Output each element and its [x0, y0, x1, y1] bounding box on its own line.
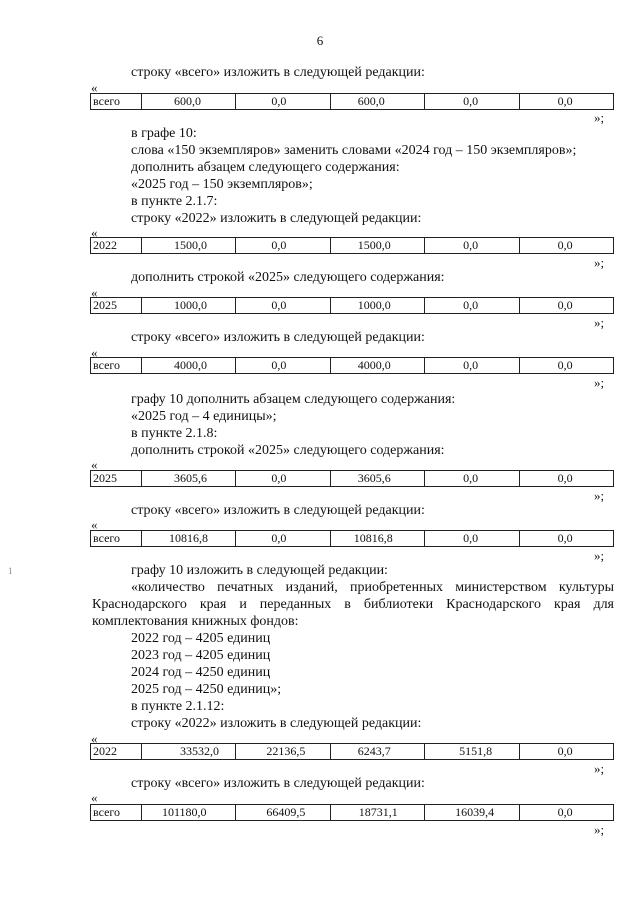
paragraph: «2025 год – 150 экземпляров»; — [131, 177, 313, 192]
paragraph: строку «2022» изложить в следующей редакции: — [131, 211, 422, 226]
table-cell: 0,0 — [236, 94, 330, 110]
table-cell: 0,0 — [236, 358, 330, 374]
table-cell: всего — [91, 94, 142, 110]
open-quote: « — [91, 790, 98, 805]
data-table-row — [90, 357, 614, 374]
table-cell: всего — [91, 805, 142, 821]
open-quote: « — [91, 517, 98, 532]
open-quote: « — [91, 345, 98, 360]
table-cell: 1000,0 — [142, 298, 236, 314]
margin-mark: 1 — [8, 566, 13, 576]
table-cell: 0,0 — [519, 471, 613, 487]
data-table-row — [90, 93, 614, 110]
table-cell: 2022 — [91, 744, 142, 760]
table-cell: 1500,0 — [142, 238, 236, 254]
paragraph: строку «всего» изложить в следующей редакции: — [131, 503, 425, 518]
table-cell: 0,0 — [519, 744, 613, 760]
close-quote: »; — [594, 315, 605, 330]
table-cell: 1500,0 — [330, 238, 424, 254]
table-cell: 66409,5 — [236, 805, 330, 821]
close-quote: »; — [594, 110, 605, 125]
table-cell: 4000,0 — [142, 358, 236, 374]
table-cell: 3605,6 — [330, 471, 424, 487]
paragraph: в графе 10: — [131, 126, 197, 141]
data-table-row — [90, 297, 614, 314]
paragraph: строку «всего» изложить в следующей редакции: — [131, 65, 425, 80]
table-cell: 10816,8 — [330, 531, 424, 547]
paragraph: графу 10 дополнить абзацем следующего содержания: — [131, 392, 456, 407]
close-quote: »; — [594, 822, 605, 837]
table-cell: 0,0 — [425, 298, 519, 314]
table-cell: 0,0 — [425, 471, 519, 487]
table-cell: 0,0 — [519, 238, 613, 254]
table-cell: 0,0 — [519, 358, 613, 374]
paragraph: графу 10 изложить в следующей редакции: — [131, 563, 388, 578]
paragraph: 2025 год – 4250 единиц»; — [131, 682, 282, 697]
table-cell: 0,0 — [425, 238, 519, 254]
table-cell: 10816,8 — [142, 531, 236, 547]
paragraph: 2024 год – 4250 единиц — [131, 665, 271, 680]
quoted-text: «количество печатных изданий, приобретенных министерством культуры Краснодарского края и переданных в библиотеки Краснодарского края для комплектования книжных фондов: — [92, 580, 614, 629]
table-cell: 0,0 — [519, 805, 613, 821]
table-cell: 0,0 — [425, 531, 519, 547]
paragraph: дополнить строкой «2025» следующего содержания: — [131, 443, 445, 458]
table-cell: 4000,0 — [330, 358, 424, 374]
data-table-row — [90, 237, 614, 254]
table-cell: 3605,6 — [142, 471, 236, 487]
table-cell: 2025 — [91, 471, 142, 487]
page-number: 6 — [316, 33, 324, 48]
paragraph: строку «всего» изложить в следующей редакции: — [131, 330, 425, 345]
table-cell: 33532,0 — [142, 744, 236, 760]
table-cell: 0,0 — [519, 94, 613, 110]
close-quote: »; — [594, 488, 605, 503]
table-cell: 2022 — [91, 238, 142, 254]
open-quote: « — [91, 80, 98, 95]
table-cell: 600,0 — [330, 94, 424, 110]
table-cell: 2025 — [91, 298, 142, 314]
paragraph: дополнить строкой «2025» следующего содержания: — [131, 270, 445, 285]
table-cell: 22136,5 — [236, 744, 330, 760]
table-cell: 0,0 — [236, 238, 330, 254]
paragraph: в пункте 2.1.12: — [131, 699, 225, 714]
paragraph: дополнить абзацем следующего содержания: — [131, 160, 400, 175]
close-quote: »; — [594, 761, 605, 776]
table-cell: 1000,0 — [330, 298, 424, 314]
paragraph: слова «150 экземпляров» заменить словами «2024 год – 150 экземпляров»; — [131, 143, 577, 158]
table-cell: 5151,8 — [425, 744, 519, 760]
table-cell: 6243,7 — [330, 744, 424, 760]
table-cell: 0,0 — [425, 94, 519, 110]
quoted-paragraph — [92, 579, 614, 630]
table-cell: 0,0 — [236, 298, 330, 314]
open-quote: « — [91, 225, 98, 240]
close-quote: »; — [594, 548, 605, 563]
data-table-row — [90, 743, 614, 760]
table-cell: 16039,4 — [425, 805, 519, 821]
data-table-row — [90, 470, 614, 487]
table-cell: всего — [91, 531, 142, 547]
table-cell: 0,0 — [425, 358, 519, 374]
paragraph: в пункте 2.1.8: — [131, 426, 218, 441]
open-quote: « — [91, 285, 98, 300]
close-quote: »; — [594, 255, 605, 270]
open-quote: « — [91, 457, 98, 472]
close-quote: »; — [594, 375, 605, 390]
table-cell: 600,0 — [142, 94, 236, 110]
table-cell: 18731,1 — [330, 805, 424, 821]
open-quote: « — [91, 731, 98, 746]
data-table-row — [90, 530, 614, 547]
table-cell: 0,0 — [236, 531, 330, 547]
table-cell: 0,0 — [519, 531, 613, 547]
paragraph: «2025 год – 4 единицы»; — [131, 409, 277, 424]
table-cell: 0,0 — [519, 298, 613, 314]
paragraph: строку «2022» изложить в следующей редакции: — [131, 716, 422, 731]
paragraph: 2023 год – 4205 единиц — [131, 648, 271, 663]
table-cell: 0,0 — [236, 471, 330, 487]
data-table-row — [90, 804, 614, 821]
paragraph: 2022 год – 4205 единиц — [131, 631, 271, 646]
paragraph: строку «всего» изложить в следующей редакции: — [131, 776, 425, 791]
paragraph: в пункте 2.1.7: — [131, 194, 218, 209]
table-cell: 101180,0 — [142, 805, 236, 821]
table-cell: всего — [91, 358, 142, 374]
